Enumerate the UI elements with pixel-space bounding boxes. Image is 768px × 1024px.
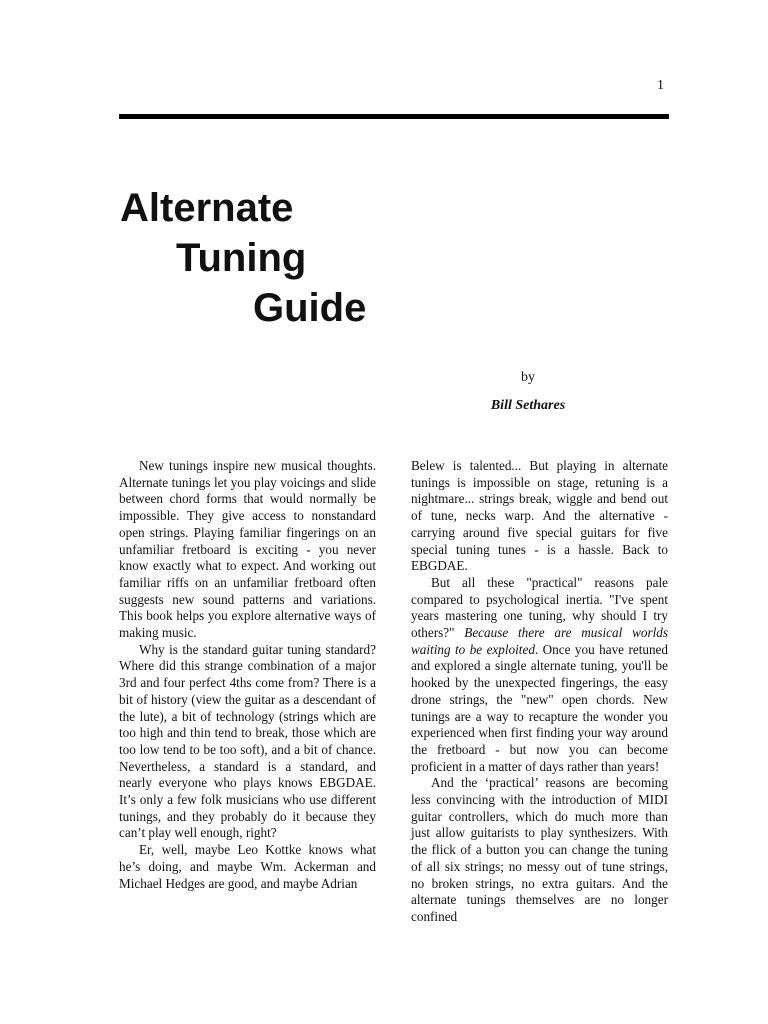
left-paragraph-1: New tunings inspire new musical thoughts. Alternate tunings let you play voicings and slide between chord forms that would normally be impossible. They give access to nonstandard open strings. Playing familiar fingerings on an unfamiliar fretboard is exciting - you never know exactly what to expect. And working out familiar riffs on an unfamiliar fretboard often suggests new sound patterns and variations. This book helps you explore alternative ways of making music. [119,458,376,641]
right-paragraph-2-start: But all these "practical" reasons pale compared to psychological inertia. "I've spent years mastering one tuning, why should I try others?" [411,574,668,641]
header-rule [119,114,669,119]
left-paragraph-2: Why is the standard guitar tuning standard? Where did this strange combination of a major 3rd and four perfect 4ths come from? There is a bit of history (view the guitar as a descendant of the lute), a bit of technology (strings which are too high and thin tend to break, those which are too low tend to be too soft), and a bit of chance. Nevertheless, a standard is a standard, and nearly everyone who plays knows EBGDAE. It’s only a few folk musicians who use different tunings, and they probably do it because they can’t play well enough, right? [119,641,376,841]
title-line-2: Tuning [176,236,307,280]
right-paragraph-2-end: . Once you have retuned and explored a single alternate tuning, you'll be hooked by the unexpected fingerings, the easy drone strings, the "new" open chords. New tunings are a way to recapture the wonder you experienced when first finding your way around the fretboard - but now you can become proficient in a matter of days rather than years! [411,641,669,774]
right-column [411,458,668,926]
title-line-1: Alternate [120,186,294,230]
title-line-3: Guide [253,286,367,330]
byline-by: by [521,370,535,385]
left-paragraph-3: Er, well, maybe Leo Kottke knows what he’s doing, and maybe Wm. Ackerman and Michael Hedges are good, and maybe Adrian [119,842,376,891]
right-paragraph-3: And the ‘practical’ reasons are becoming less convincing with the introduction of MIDI guitar controllers, which do much more than just allow guitarists to play synthesizers. With the flick of a button you can change the tuning of all six strings; no messy out of tune strings, no broken strings, no extra guitars. And the alternate tunings themselves are no longer confined [411,775,668,924]
right-paragraph-2 [411,575,668,775]
right-paragraph-2-emphasis: Because there are musical worlds waiting to be exploited [411,625,668,657]
page-number: 1 [657,78,664,93]
left-column [119,458,376,892]
author-name: Bill Sethares [490,398,566,413]
right-paragraph-1: Belew is talented... But playing in alternate tunings is impossible on stage, retuning is a nightmare... strings break, wiggle and bend out of tune, necks warp. And the alternative - carrying around five special guitars for five special tuning tunes - is a hassle. Back to EBGDAE. [411,458,668,574]
